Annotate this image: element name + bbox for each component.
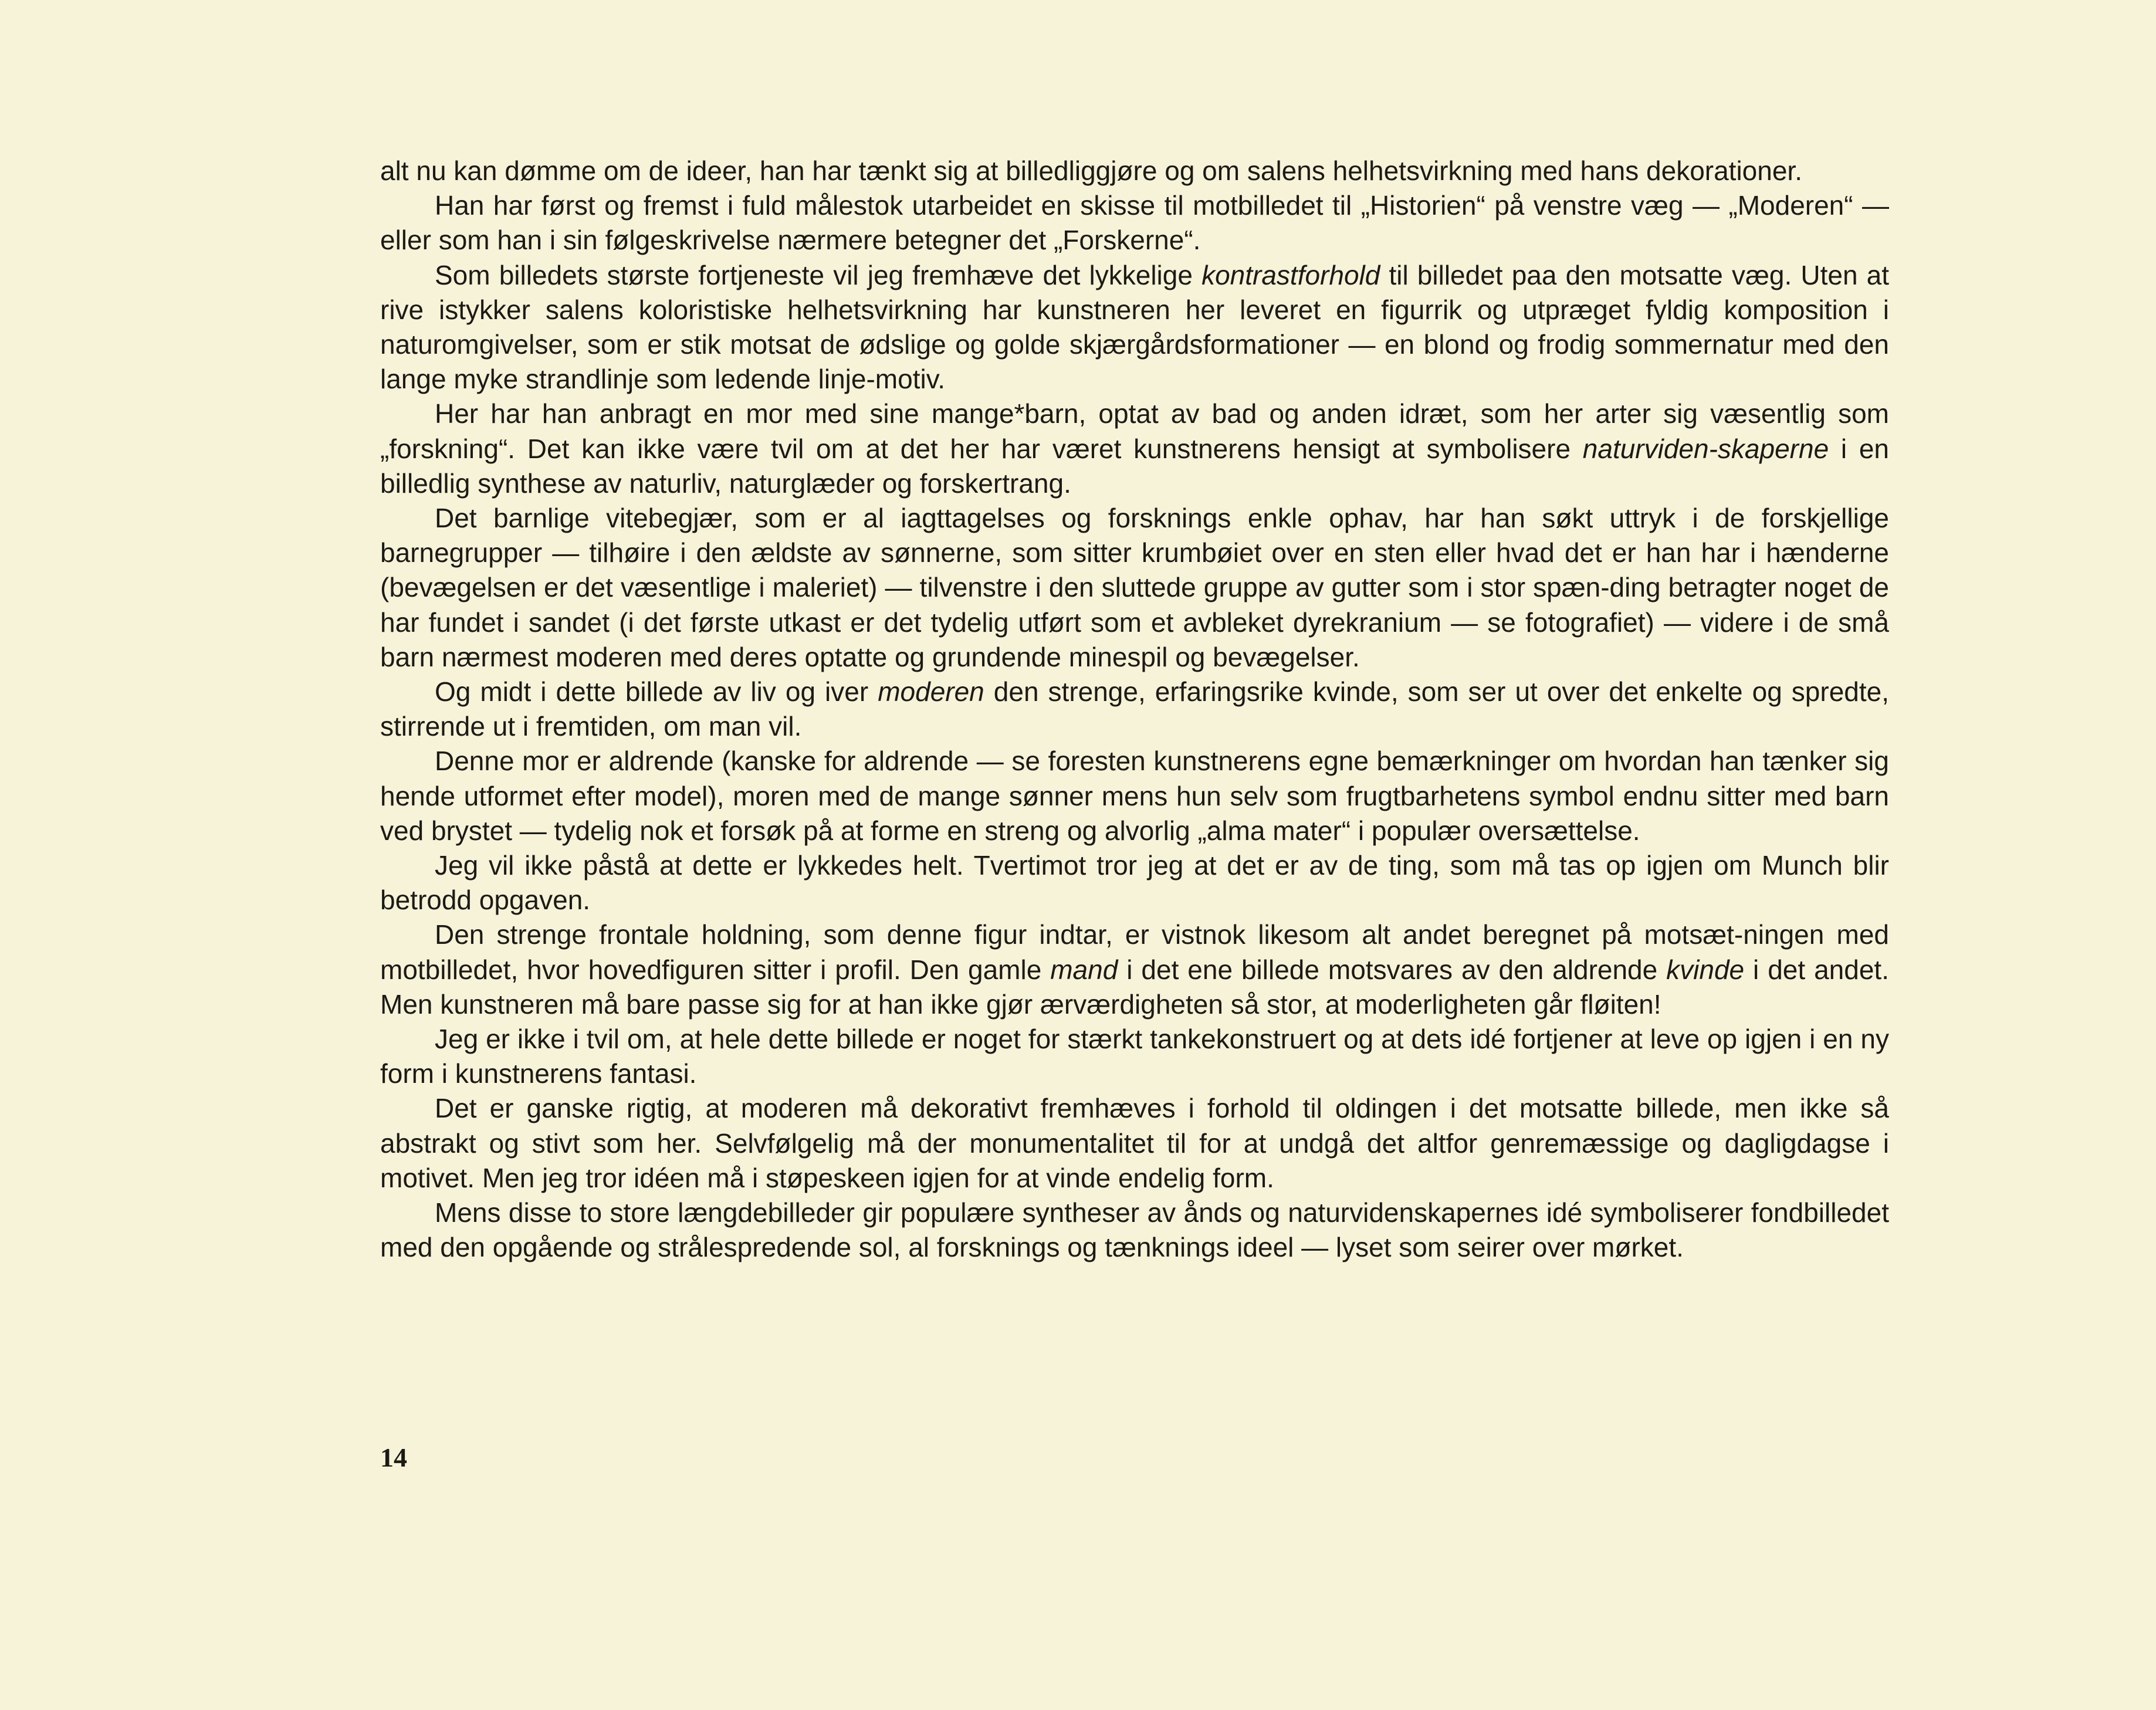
- emphasis: kontrastforhold: [1201, 259, 1380, 290]
- paragraph: Denne mor er aldrende (kanske for aldrende — se foresten kunstnerens egne bemærkninger om hvordan han tænker sig hende utformet efter model), moren med de mange sønner mens hun selv som frugtbarhetens symbol endnu sitter med barn ved brystet — tydelig nok et forsøk på at forme en streng og alvorlig „alma mater“ i populær oversættelse.: [380, 746, 1889, 846]
- page-number: 14: [380, 1443, 407, 1472]
- paragraph: Mens disse to store længdebilleder gir populære syntheser av ånds og naturvidenskapernes idé symboliserer fondbilledet med den opgående og strålespredende sol, al forsknings og tænknings ideel — lyset som seirer over mørket.: [380, 1197, 1889, 1263]
- paragraph: Det barnlige vitebegjær, som er al iagttagelses og forsknings enkle ophav, har han søkt uttryk i de forskjellige barnegrupper — tilhøire i den ældste av sønnerne, som sitter krumbøiet over en sten eller hvad det er han har i hænderne (bevægelsen er det væsentlige i maleriet) — tilvenstre i den sluttede gruppe av gutter som i stor spæn-ding betragter noget de har fundet i sandet (i det første utkast er det tydelig utført som et avbleket dyrekranium — se fotografiet) — videre i de små barn nærmest moderen med deres optatte og grundende minespil og bevægelser.: [380, 503, 1889, 672]
- emphasis: kvinde: [1666, 954, 1745, 985]
- paragraph: alt nu kan dømme om de ideer, han har tænkt sig at billedliggjøre og om salens helhetsvirkning med hans dekorationer.: [380, 155, 1802, 186]
- paragraph: Den strenge frontale holdning, som denne figur indtar, er vistnok likesom alt andet beregnet på motsæt-ningen med motbilledet, hvor hovedfiguren sitter i profil. Den gamle mand i det ene billede motsvares av den aldrende kvinde i det andet. Men kunstneren må bare passe sig for at han ikke gjør ærværdigheten så stor, at moderligheten går fløiten!: [380, 919, 1889, 1020]
- paragraph: Jeg er ikke i tvil om, at hele dette billede er noget for stærkt tankekonstruert og at dets idé fortjener at leve op igjen i en ny form i kunstnerens fantasi.: [380, 1024, 1889, 1089]
- emphasis: moderen: [878, 676, 984, 707]
- paragraph: Som billedets største fortjeneste vil jeg fremhæve det lykkelige kontrastforhold til billedet paa den motsatte væg. Uten at rive istykker salens koloristiske helhetsvirkning har kunstneren her leveret en figurrik og utpræget fyldig komposition i naturomgivelser, som er stik motsat de ødslige og golde skjærgårdsformationer — en blond og frodig sommernatur med den lange myke strandlinje som ledende linje-motiv.: [380, 259, 1890, 395]
- emphasis: naturviden-skaperne: [1582, 433, 1829, 464]
- emphasis: mand: [1050, 954, 1118, 985]
- paragraph: Og midt i dette billede av liv og iver moderen den strenge, erfaringsrike kvinde, som ser ut over det enkelte og spredte, stirrende ut i fremtiden, om man vil.: [380, 676, 1890, 742]
- paragraph: Her har han anbragt en mor med sine mange*barn, optat av bad og anden idræt, som her arter sig væsentlig som „forskning“. Det kan ikke være tvil om at det her har været kunstnerens hensigt at symbolisere naturviden-skaperne i en billedlig synthese av naturliv, naturglæder og forskertrang.: [380, 398, 1890, 499]
- paragraph: Det er ganske rigtig, at moderen må dekorativt fremhæves i forhold til oldingen i det motsatte billede, men ikke så abstrakt og stivt som her. Selvfølgelig må der monumentalitet til for at undgå det altfor genremæssige og dagligdagse i motivet. Men jeg tror idéen må i støpeskeen igjen for at vinde endelig form.: [380, 1093, 1889, 1193]
- paragraph: Jeg vil ikke påstå at dette er lykkedes helt. Tvertimot tror jeg at det er av de ting, som må tas op igjen om Munch blir betrodd opgaven.: [380, 850, 1889, 916]
- body-text: [380, 154, 1889, 1265]
- paragraph: Han har først og fremst i fuld målestok utarbeidet en skisse til motbilledet til „Historien“ på venstre væg — „Moderen“ — eller som han i sin følgeskrivelse nærmere betegner det „Forskerne“.: [380, 190, 1889, 256]
